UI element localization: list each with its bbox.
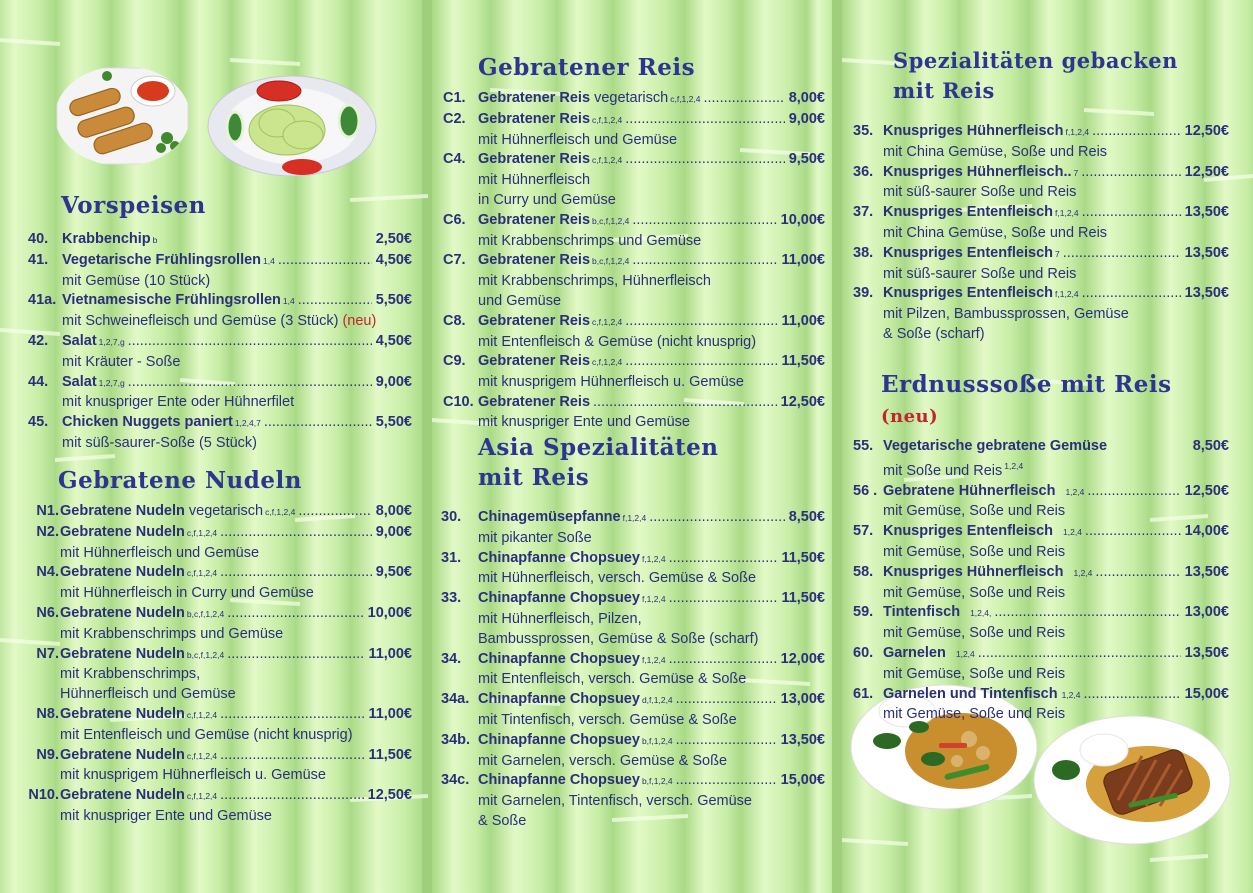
item-number: 60. [853, 644, 874, 661]
item-description: Bambussprossen, Gemüse & Soße (scharf) [478, 630, 759, 647]
menu-item-c7[interactable] [443, 251, 825, 311]
item-name: Knuspriges Entenfleisch [883, 285, 1054, 302]
item-price: 9,00€ [375, 373, 412, 390]
item-price: 12,50€ [1184, 163, 1229, 180]
allergen-codes: 1,2,4,7 [234, 418, 261, 429]
item-number: 34a. [441, 691, 470, 708]
item-name: Vegetarische gebratene Gemüse [883, 438, 1108, 454]
item-price: 13,50€ [1184, 285, 1229, 302]
item-description: mit Gemüse, Soße und Reis [883, 625, 1066, 642]
item-number: N9. [36, 746, 59, 763]
item-description: mit Gemüse, Soße und Reis [883, 584, 1066, 601]
item-number: C1. [443, 90, 466, 106]
item-price: 11,50€ [781, 549, 825, 566]
section-title-line-2: mit Reis [478, 464, 590, 491]
allergen-codes: c,f,1,2,4 [186, 709, 218, 720]
item-number: N10. [28, 787, 59, 804]
allergen-codes: c,f,1,2,4 [592, 114, 623, 125]
item-name: Gebratene Nudeln [60, 645, 185, 662]
allergen-codes: 1,2,4 [955, 648, 975, 659]
allergen-codes: b [152, 235, 158, 245]
item-number: N1. [36, 503, 59, 519]
menu-item-c6[interactable] [443, 211, 825, 252]
item-number: C9. [443, 353, 466, 370]
item-name [478, 89, 668, 109]
item-number: C2. [443, 110, 466, 127]
item-price: 11,00€ [781, 312, 825, 329]
item-price: 9,00€ [788, 110, 825, 127]
item-name: Krabbenchip [62, 231, 151, 247]
item-description: mit Garnelen, versch. Gemüse & Soße [478, 752, 728, 769]
item-description: in Curry und Gemüse [478, 191, 616, 208]
allergen-codes: c,f,1,2,4 [186, 527, 218, 538]
item-description: mit Hühnerfleisch, versch. Gemüse & Soße [478, 570, 757, 587]
item-description: mit Hühnerfleisch und Gemüse [478, 131, 678, 148]
section-title-gebacken [893, 46, 1229, 106]
item-name: Gebratener Reis [478, 110, 591, 127]
item-name: Chinapfanne Chopsuey [478, 590, 640, 607]
item-number: N6. [36, 604, 59, 621]
item-number: 58. [853, 563, 874, 580]
item-variant: vegetarisch [594, 90, 669, 106]
item-description: mit Hühnerfleisch in Curry und Gemüse [60, 585, 314, 602]
allergen-codes: 1,2,4 [1065, 486, 1085, 497]
item-price: 10,00€ [780, 211, 825, 228]
item-number: 39. [853, 285, 874, 302]
item-description: mit Hühnerfleisch, Pilzen, [478, 610, 642, 627]
item-number: 57. [853, 523, 874, 540]
item-name: Chicken Nuggets paniert [62, 414, 233, 431]
item-description: mit süß-saurer-Soße (5 Stück) [62, 434, 257, 451]
item-name: Gebratener Reis [478, 211, 591, 228]
item-number: 36. [853, 163, 874, 180]
menu-item-n10[interactable] [20, 786, 412, 827]
item-price: 13,50€ [1184, 204, 1229, 221]
item-name: Gebratene Nudeln [60, 746, 185, 763]
item-price: 15,00€ [1184, 685, 1229, 702]
item-description: mit Pilzen, Bambussprossen, Gemüse [883, 306, 1129, 323]
menu-item-c2[interactable] [443, 110, 825, 151]
item-number: 41a. [28, 292, 57, 309]
erdnuss-list [853, 437, 1229, 725]
item-price: 14,00€ [1184, 523, 1229, 540]
item-description: mit Hühnerfleisch [478, 172, 591, 189]
allergen-codes: f,1,2,4 [1065, 127, 1090, 137]
item-description: mit Hühnerfleisch und Gemüse [60, 544, 260, 561]
allergen-codes: f,1,2,4 [641, 553, 666, 564]
section-title-text: Erdnusssoße mit Reis [881, 371, 1172, 398]
allergen-codes: 1,2,4 [1063, 527, 1082, 538]
allergen-codes: f,1,2,4 [641, 654, 666, 665]
item-price: 9,00€ [375, 523, 412, 540]
allergen-codes: 7 [1055, 248, 1060, 259]
menu-item-31[interactable] [441, 549, 825, 590]
item-number: 34. [441, 650, 462, 667]
item-name: Gebratener Reis [478, 353, 591, 370]
item-description: und Gemüse [478, 292, 562, 309]
item-price: 2,50€ [375, 231, 412, 247]
item-description: mit China Gemüse, Soße und Reis [883, 224, 1108, 241]
reis-list [443, 89, 825, 433]
salad-plate-photo [207, 75, 377, 177]
item-price: 11,50€ [781, 353, 825, 370]
item-number: 37. [853, 204, 874, 221]
item-price: 8,50€ [788, 509, 825, 525]
item-number: C8. [443, 312, 466, 329]
allergen-codes: c,f,1,2,4 [592, 357, 623, 368]
item-name: Salat [62, 373, 97, 390]
item-price: 13,50€ [1184, 644, 1229, 661]
menu-item-41[interactable] [28, 251, 412, 292]
item-name [60, 502, 263, 522]
allergen-codes: b,c,f,1,2,4 [592, 215, 630, 226]
reis-section [443, 53, 825, 433]
menu-item-34c[interactable] [441, 771, 825, 831]
allergen-codes: d,f,1,2,4 [641, 695, 673, 706]
menu-item-34b[interactable] [441, 731, 825, 772]
item-number: 56 . [853, 482, 878, 499]
item-description: mit Tintenfisch, versch. Gemüse & Soße [478, 711, 737, 728]
nudeln-section [20, 466, 412, 827]
item-description: mit Garnelen, Tintenfisch, versch. Gemüse [478, 793, 752, 810]
item-description: mit Entenfleisch & Gemüse (nicht knusprig) [478, 333, 757, 350]
allergen-codes: f,1,2,4 [1055, 208, 1079, 219]
allergen-codes: b,c,f,1,2,4 [186, 608, 225, 619]
item-number: 44. [28, 373, 49, 390]
item-number: 42. [28, 332, 49, 349]
item-description: mit Gemüse, Soße und Reis [883, 503, 1066, 520]
menu-item-c10[interactable] [443, 393, 825, 433]
allergen-codes: f,1,2,4 [1055, 289, 1079, 300]
allergen-codes: f,1,2,4 [641, 594, 666, 605]
item-description: mit Krabbenschrimps, Hühnerfleisch [478, 273, 711, 290]
item-name-text: Gebratener Reis [478, 90, 591, 106]
section-title-vorspeisen: Vorspeisen [61, 192, 206, 219]
item-name: Gebratene Nudeln [60, 564, 185, 581]
section-title-asia [478, 433, 825, 493]
allergen-codes: 1,4 [263, 255, 275, 266]
allergen-codes: 1,2,4 [1004, 460, 1024, 471]
item-name-text: Gebratene Nudeln [60, 503, 185, 519]
menu-item-n8[interactable] [20, 705, 412, 746]
item-description: mit Krabbenschrimps, [60, 666, 201, 683]
item-description-text: mit Schweinefleisch und Gemüse (3 Stück) [62, 313, 339, 330]
menu-item-42[interactable] [28, 332, 412, 373]
section-title-erdnuss [881, 370, 1229, 432]
item-price: 5,50€ [375, 414, 412, 431]
item-name: Knuspriges Entenfleisch [883, 523, 1054, 540]
item-price: 13,00€ [1184, 604, 1229, 621]
menu-item-c1[interactable] [443, 89, 825, 110]
menu-item-c9[interactable] [443, 352, 825, 393]
item-description: mit Kräuter - Soße [62, 353, 181, 370]
item-description: mit süß-saurer Soße und Reis [883, 265, 1077, 282]
item-description: mit Krabbenschrimps und Gemüse [478, 232, 702, 249]
allergen-codes: c,f,1,2,4 [670, 94, 701, 104]
item-price: 13,50€ [1184, 563, 1229, 580]
item-price: 11,00€ [368, 645, 412, 662]
new-badge: (neu) [881, 406, 939, 427]
item-name: Knuspriges Entenfleisch [883, 244, 1054, 261]
item-name: Chinapfanne Chopsuey [478, 772, 640, 789]
vorspeisen-list [28, 230, 412, 454]
menu-item-c4[interactable] [443, 150, 825, 210]
item-description: Hühnerfleisch und Gemüse [60, 686, 236, 703]
item-number: 41. [28, 251, 49, 268]
item-price: 10,00€ [367, 604, 412, 621]
item-description [853, 457, 1229, 482]
item-number: 34b. [441, 731, 471, 748]
item-number: 35. [853, 123, 874, 139]
allergen-codes: c,f,1,2,4 [186, 750, 218, 761]
item-description: mit knusprigem Hühnerfleisch u. Gemüse [60, 767, 326, 784]
item-number: 31. [441, 549, 462, 566]
item-number: N4. [36, 564, 59, 581]
menu-item-c8[interactable] [443, 312, 825, 353]
menu-item-36[interactable] [853, 163, 1229, 204]
menu-item-33[interactable] [441, 589, 825, 649]
item-name: Chinapfanne Chopsuey [478, 650, 640, 667]
allergen-codes: 1,4 [282, 296, 295, 307]
item-name: Garnelen [883, 644, 946, 661]
section-title-line-1: Spezialitäten gebacken [893, 48, 1178, 73]
allergen-codes: c,f,1,2,4 [265, 507, 296, 517]
duck-curry-plate-photo [1032, 714, 1232, 846]
nudeln-list [20, 502, 412, 827]
allergen-codes: c,f,1,2,4 [186, 568, 218, 579]
item-number: 34c. [441, 772, 470, 789]
item-price: 5,50€ [375, 292, 412, 309]
menu-item-58[interactable] [853, 563, 1229, 604]
menu-item-n7[interactable] [20, 645, 412, 705]
item-price: 9,50€ [788, 151, 825, 168]
allergen-codes: b,c,f,1,2,4 [186, 649, 225, 660]
item-name: Gebratener Reis [478, 252, 591, 269]
item-price: 12,50€ [1184, 123, 1229, 139]
item-number: C7. [443, 252, 466, 269]
item-name: Gebratene Nudeln [60, 523, 185, 540]
menu-item-n4[interactable] [20, 563, 412, 604]
allergen-codes: 7 [1073, 167, 1079, 178]
item-description: & Soße (scharf) [883, 325, 985, 342]
item-name: Gebratene Nudeln [60, 604, 185, 621]
asia-list [441, 508, 825, 832]
allergen-codes: b,f,1,2,4 [641, 735, 673, 746]
item-description: mit Entenfleisch und Gemüse (nicht knusprig) [60, 726, 353, 743]
item-description: & Soße [478, 812, 527, 829]
item-price: 12,50€ [1184, 482, 1229, 499]
item-description: mit Gemüse, Soße und Reis [883, 543, 1066, 560]
section-title-line-2: mit Reis [893, 78, 995, 103]
item-description: mit Gemüse, Soße und Reis [883, 706, 1066, 723]
item-number: C10. [443, 393, 474, 410]
item-number: 55. [853, 438, 874, 454]
item-name: Chinapfanne Chopsuey [478, 691, 640, 708]
item-description: mit Gemüse, Soße und Reis [883, 665, 1066, 682]
item-name: Tintenfisch [883, 604, 961, 621]
allergen-codes: c,f,1,2,4 [592, 316, 623, 327]
item-price: 11,50€ [781, 590, 825, 607]
item-number: 40. [28, 231, 49, 247]
item-description: mit China Gemüse, Soße und Reis [883, 143, 1108, 160]
item-number: N8. [36, 705, 59, 722]
allergen-codes: f,1,2,4 [622, 513, 647, 523]
item-price: 13,00€ [780, 691, 825, 708]
item-description: mit knusprigem Hühnerfleisch u. Gemüse [478, 374, 744, 391]
item-description [28, 312, 412, 332]
item-description: mit knuspriger Ente und Gemüse [478, 413, 690, 430]
menu-item-57[interactable] [853, 522, 1229, 563]
item-price: 8,50€ [1192, 438, 1229, 454]
menu-item-59[interactable] [853, 603, 1229, 644]
spring-rolls-plate-photo [55, 66, 190, 166]
menu-item-61[interactable] [853, 685, 1229, 726]
item-price: 12,50€ [780, 393, 825, 410]
item-price: 11,50€ [368, 746, 412, 763]
item-price: 4,50€ [375, 332, 412, 349]
allergen-codes: 1,2,4 [1073, 567, 1093, 578]
asia-section [441, 433, 825, 832]
menu-item-44[interactable] [28, 373, 412, 414]
allergen-codes: 1,2,4, [970, 608, 992, 619]
item-price: 11,00€ [781, 252, 825, 269]
item-number: 61. [853, 685, 874, 702]
item-number: N2. [36, 523, 59, 540]
menu-item-37[interactable] [853, 203, 1229, 244]
item-name: Gebratene Hühnerfleisch [883, 482, 1056, 499]
item-price: 12,00€ [780, 650, 825, 667]
menu-item-39[interactable] [853, 284, 1229, 344]
menu-item-34[interactable] [441, 650, 825, 691]
item-number: C6. [443, 211, 466, 228]
item-name: Vietnamesische Frühlingsrollen [62, 292, 281, 309]
item-number: C4. [443, 151, 466, 168]
item-number: N7. [36, 645, 59, 662]
item-number: 38. [853, 244, 874, 261]
item-description: mit Entenfleisch, versch. Gemüse & Soße [478, 671, 747, 688]
menu-item-60[interactable] [853, 644, 1229, 685]
item-description: mit knuspriger Ente oder Hühnerfilet [62, 394, 295, 411]
item-name: Chinapfanne Chopsuey [478, 731, 640, 748]
item-name: Salat [62, 332, 97, 349]
item-name: Garnelen und Tintenfisch [883, 685, 1058, 702]
item-name: Gebratener Reis [478, 312, 591, 329]
allergen-codes: 1,2,7,g [98, 377, 125, 388]
item-price: 11,00€ [368, 705, 412, 722]
item-name: Knuspriges Hühnerfleisch [883, 563, 1064, 580]
allergen-codes: b,f,1,2,4 [641, 776, 673, 787]
item-description-text: mit Soße und Reis [883, 462, 1003, 479]
menu-item-56[interactable] [853, 482, 1229, 523]
vorspeisen-section [28, 191, 412, 454]
menu-item-41a[interactable] [28, 291, 412, 332]
item-name: Chinagemüsepfanne [478, 509, 621, 525]
allergen-codes: 1,2,7,g [98, 336, 125, 347]
section-title-nudeln: Gebratene Nudeln [58, 467, 302, 494]
item-name: Knuspriges Entenfleisch [883, 204, 1054, 221]
erdnuss-section [853, 370, 1229, 725]
menu-item-n2[interactable] [20, 523, 412, 564]
item-description: mit Gemüse (10 Stück) [62, 272, 211, 289]
item-name: Gebratener Reis [478, 393, 591, 410]
item-name: Gebratene Nudeln [60, 787, 185, 804]
item-price: 4,50€ [375, 251, 412, 268]
item-variant: vegetarisch [188, 503, 264, 519]
item-price: 8,00€ [788, 90, 825, 106]
item-description: mit pikanter Soße [478, 529, 592, 546]
gebacken-section [853, 46, 1229, 345]
menu-item-n9[interactable] [20, 746, 412, 787]
item-description: mit Krabbenschrimps und Gemüse [60, 625, 284, 642]
item-name: Gebratener Reis [478, 151, 591, 168]
item-number: 45. [28, 414, 49, 431]
item-description: mit knuspriger Ente und Gemüse [60, 807, 272, 824]
new-badge: (neu) [342, 313, 377, 330]
item-name: Knuspriges Hühnerfleisch.. [883, 163, 1072, 180]
item-name: Gebratene Nudeln [60, 705, 185, 722]
allergen-codes: b,c,f,1,2,4 [592, 256, 630, 267]
menu-item-40[interactable] [28, 230, 412, 251]
item-name: Vegetarische Frühlingsrollen [62, 251, 262, 268]
menu-item-38[interactable] [853, 244, 1229, 285]
menu-item-55[interactable] [853, 437, 1229, 482]
item-number: 59. [853, 604, 874, 621]
menu-item-n6[interactable] [20, 604, 412, 645]
item-number: 30. [441, 509, 462, 525]
menu-item-35[interactable] [853, 122, 1229, 163]
item-price: 13,50€ [1184, 244, 1229, 261]
item-name: Knuspriges Hühnerfleisch [883, 123, 1064, 139]
menu-item-34a[interactable] [441, 690, 825, 731]
allergen-codes: 1,2,4 [1061, 689, 1081, 700]
menu-item-45[interactable] [28, 413, 412, 454]
item-price: 13,50€ [780, 731, 825, 748]
gebacken-list [853, 122, 1229, 345]
item-description: mit süß-saurer Soße und Reis [883, 184, 1077, 201]
item-name: Chinapfanne Chopsuey [478, 549, 640, 566]
item-number: 33. [441, 590, 462, 607]
allergen-codes: c,f,1,2,4 [186, 791, 218, 802]
allergen-codes: c,f,1,2,4 [592, 155, 623, 166]
section-title-reis: Gebratener Reis [478, 54, 696, 81]
menu-item-n1[interactable] [20, 502, 412, 523]
item-price: 8,00€ [375, 503, 412, 519]
item-price: 15,00€ [780, 772, 825, 789]
item-price: 9,50€ [375, 564, 412, 581]
menu-item-30[interactable] [441, 508, 825, 549]
section-title-line-1: Asia Spezialitäten [478, 434, 719, 461]
item-price: 12,50€ [367, 787, 412, 804]
